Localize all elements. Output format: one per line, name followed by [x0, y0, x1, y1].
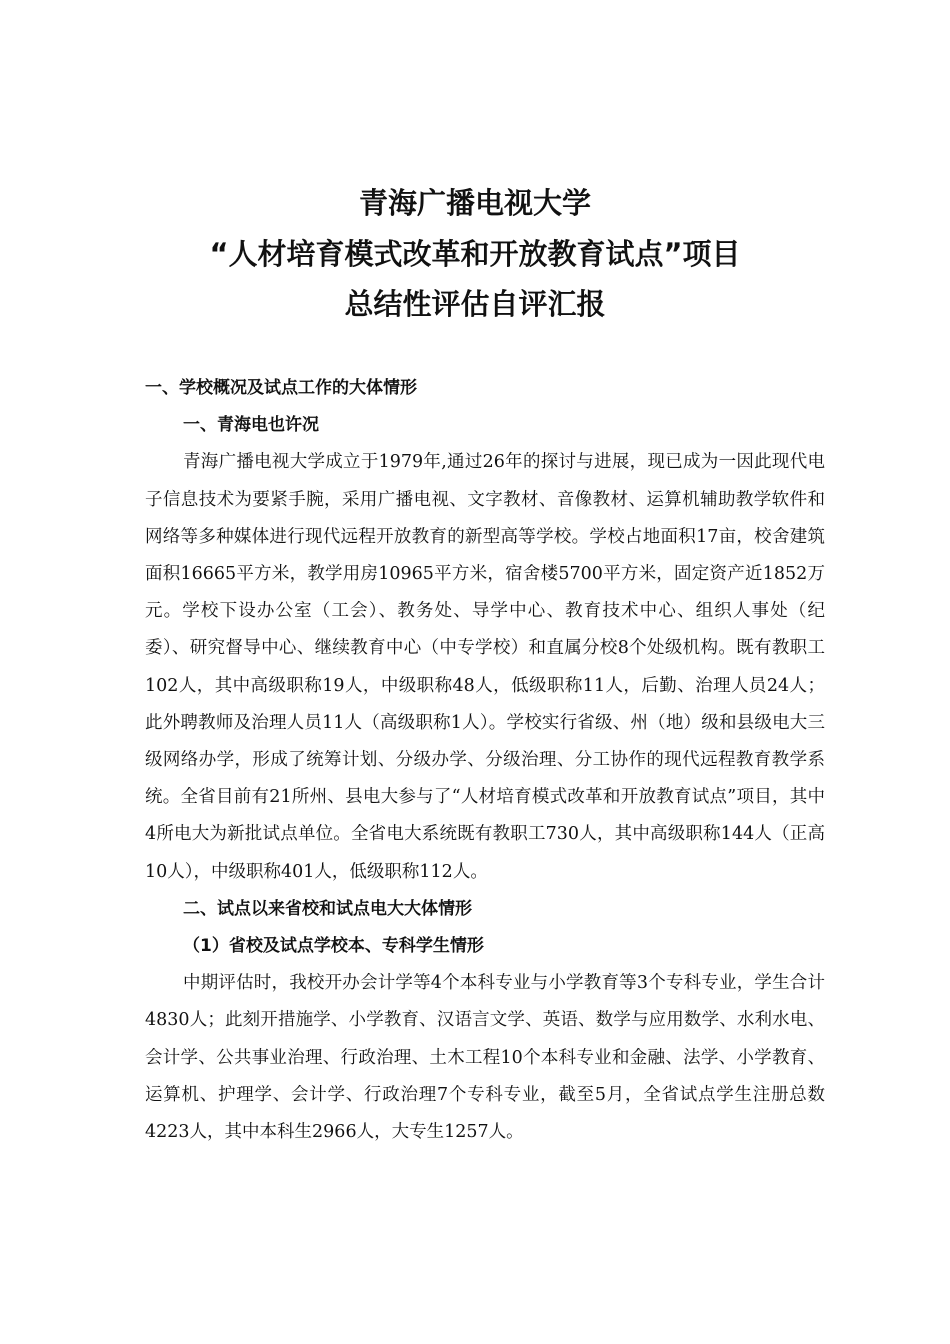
- title-line-3: 总结性评估自评汇报: [344, 287, 606, 321]
- paragraph-student-numbers: 中期评估时，我校开办会计学等4个本科专业与小学教育等3个专科专业，学生合计4830人；此刻开措施学、小学教育、汉语言文学、英语、数学与应用数学、水利水电、会计学、公共事业治理、行政治理、土木工程10个本科专业和金融、法学、小学教育、运算机、护理学、会计学、行政治理7个专科专业，截至5月，全省试点学生注册总数4223人，其中本科生2966人，大专生1257人。: [145, 973, 825, 1143]
- title-line-2: “人材培育模式改革和开放教育试点”项目: [209, 237, 741, 271]
- title-line-1: 青海广播电视大学: [358, 186, 591, 220]
- subsection-heading-2-1: （1）省校及试点学校本、专科学生情形: [183, 936, 484, 957]
- document-body: [145, 370, 825, 1151]
- subsection-heading-1: 一、青海电也许况: [183, 415, 319, 436]
- paragraph-school-overview: 青海广播电视大学成立于1979年,通过26年的探讨与进展，现已成为一因此现代电子信息技术为要紧手腕，采用广播电视、文字教材、音像教材、运算机辅助教学软件和网络等多种媒体进行现代远程开放教育的新型高等学校。学校占地面积17亩，校舍建筑面积16665平方米，教学用房10965平方米，宿舍楼5700平方米，固定资产近1852万元。学校下设办公室（工会）、教务处、导学中心、教育技术中心、组织人事处（纪委）、研究督导中心、继续教育中心（中专学校）和直属分校8个处级机构。既有教职工102人，其中高级职称19人，中级职称48人，低级职称11人，后勤、治理人员24人；此外聘教师及治理人员11人（高级职称1人）。学校实行省级、州（地）级和县级电大三级网络办学，形成了统筹计划、分级办学、分级治理、分工协作的现代远程教育教学系统。全省目前有21所州、县电大参与了“人材培育模式改革和开放教育试点”项目，其中4所电大为新批试点单位。全省电大系统既有教职工730人，其中高级职称144人（正高10人），中级职称401人，低级职称112人。: [145, 452, 825, 882]
- subsection-heading-2: 二、试点以来省校和试点电大大体情形: [183, 898, 472, 919]
- section-heading-1: 一、学校概况及试点工作的大体情形: [145, 378, 417, 398]
